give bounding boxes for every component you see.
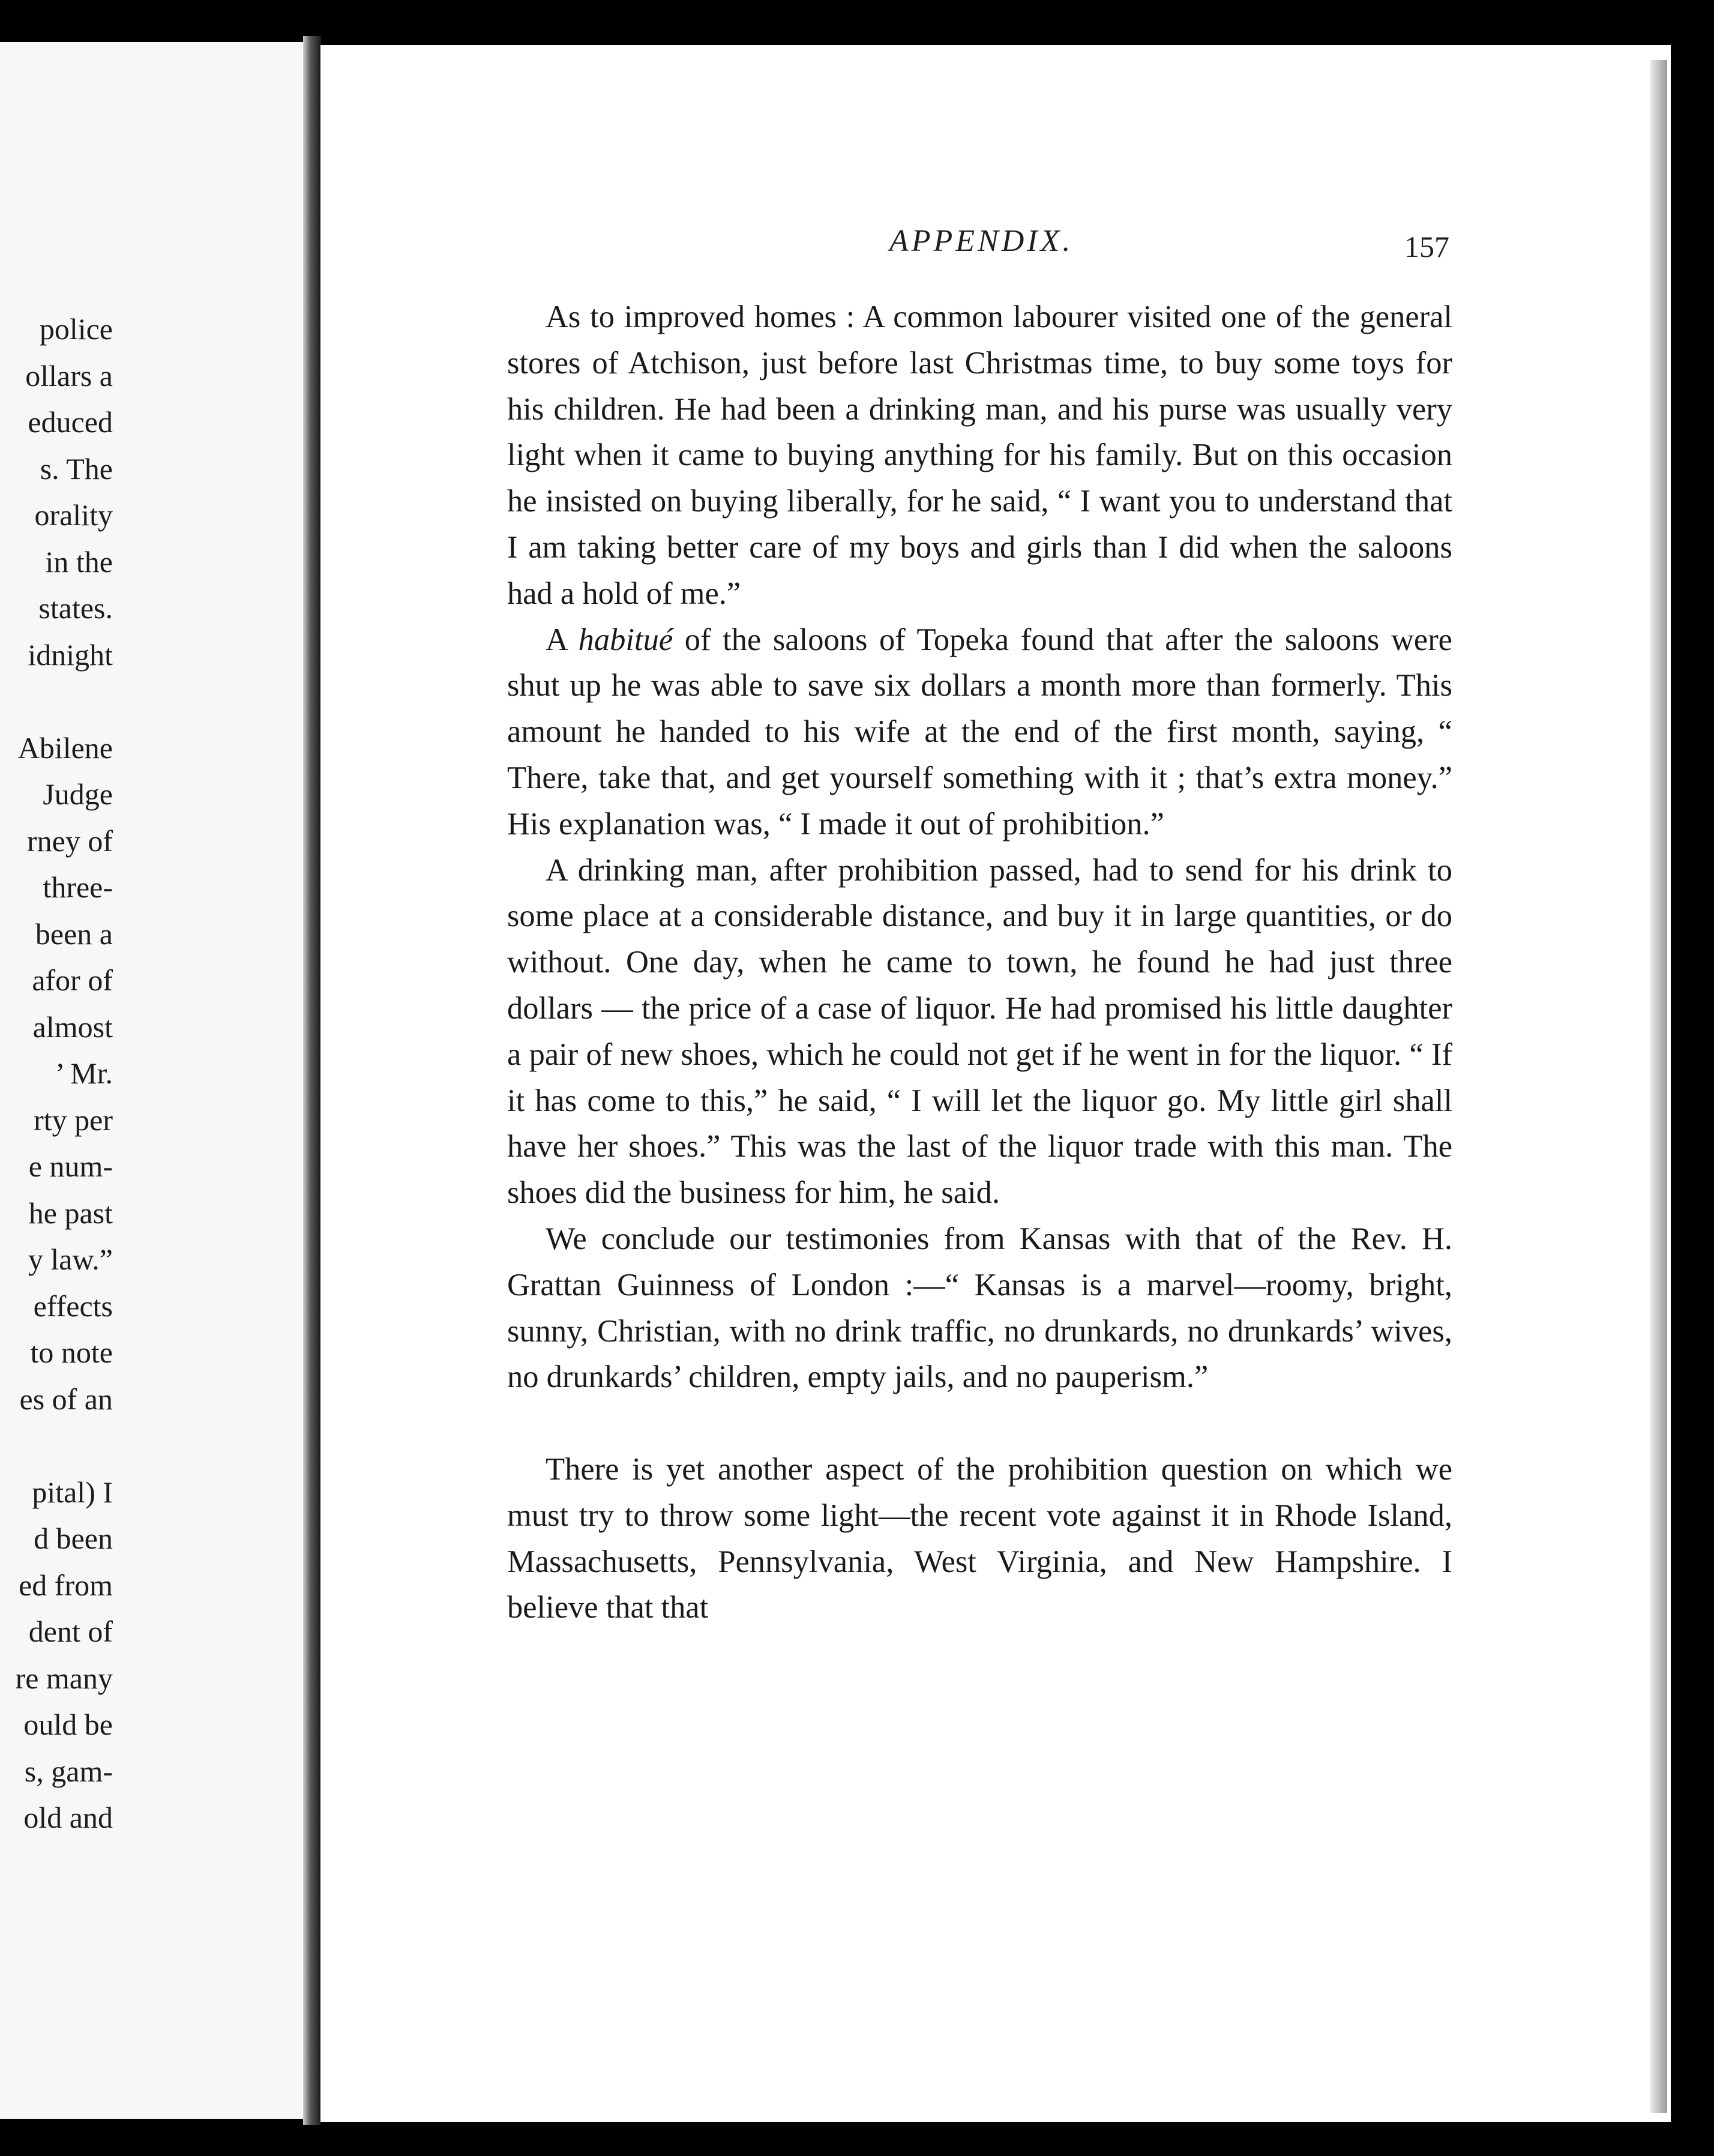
paragraph-kansas-testimony: We conclude our testimonies from Kansas with that of the Rev. H. Grattan Guinness of London :—“ Kansas is a marvel—roomy, bright, sunny, Christian, with no drink traffic, no drunkards, no drunkards’ wives, no drunkards’ children, empty jails, and no pauperism.” bbox=[507, 1221, 1452, 1395]
left-line: been a bbox=[35, 917, 113, 951]
left-line bbox=[0, 678, 113, 725]
left-line: ollars a bbox=[25, 358, 113, 393]
left-line: dent of bbox=[28, 1615, 113, 1648]
left-line: police bbox=[39, 312, 113, 346]
left-line: es of an bbox=[19, 1382, 113, 1416]
page-edge bbox=[1650, 60, 1667, 2113]
left-line: s. The bbox=[40, 451, 113, 486]
left-line: almost bbox=[32, 1010, 113, 1044]
running-head: APPENDIX. bbox=[889, 224, 1074, 258]
left-line: Judge bbox=[43, 777, 113, 811]
page-body bbox=[507, 294, 1452, 1631]
left-line: Abilene bbox=[17, 730, 113, 765]
paragraph-improved-homes: As to improved homes : A common labourer visited one of the general stores of Atchison, just before last Christmas time, to buy some toys for his children. He had been a drinking man, and his purse was usually very light when it came to buying anything for his family. But on this occasion he insisted on buying liberally, for he said, “ I want you to understand that I am taking better care of my boys and girls than I did when the saloons had a hold of me.” bbox=[507, 300, 1452, 611]
left-line: pital) I bbox=[32, 1475, 113, 1509]
left-line: afor of bbox=[32, 963, 113, 997]
left-line: ’ Mr. bbox=[55, 1056, 113, 1090]
paragraph-habitue-topeka bbox=[507, 617, 1452, 848]
italic-word: habitué bbox=[578, 622, 673, 657]
left-line: idnight bbox=[28, 637, 113, 672]
left-line: ed from bbox=[19, 1568, 113, 1602]
page-number: 157 bbox=[1404, 230, 1449, 263]
left-line: rney of bbox=[27, 824, 113, 858]
left-line: orality bbox=[34, 498, 113, 532]
left-page-text bbox=[0, 306, 113, 1841]
paragraph-text: A bbox=[546, 622, 579, 657]
left-line: d been bbox=[34, 1522, 113, 1555]
paragraph-text: of the saloons of Topeka found that after the saloons were shut up he was able to save six dollars a month more than formerly. This amount he handed to his wife at the end of the first month, saying, “ There, take that, and get yourself something with it ; that’s extra money.” His explanation was, “ I made it out of prohibition.” bbox=[507, 622, 1452, 842]
left-line: e num- bbox=[28, 1149, 113, 1183]
left-line: old and bbox=[23, 1801, 113, 1834]
left-line: re many bbox=[15, 1661, 113, 1695]
left-line: rty per bbox=[34, 1103, 113, 1137]
paragraph-drinking-man: A drinking man, after prohibition passed, had to send for his drink to some place at a considerable distance, and buy it in large quantities, or do without. One day, when he came to town, he found he had just three dollars — the price of a case of liquor. He had promised his little daughter a pair of new shoes, which he could not get if he went in for the liquor. “ If it has come to this,” he said, “ I will let the liquor go. My little girl shall have her shoes.” This was the last of the liquor trade with this man. The shoes did the business for him, he said. bbox=[507, 852, 1452, 1211]
left-line: he past bbox=[28, 1196, 113, 1230]
left-line: s, gam- bbox=[24, 1754, 113, 1788]
left-line: to note bbox=[30, 1335, 113, 1369]
left-line: y law.” bbox=[28, 1242, 113, 1276]
left-line: ould be bbox=[23, 1708, 113, 1741]
left-line: states. bbox=[38, 591, 113, 625]
left-line bbox=[0, 1423, 113, 1469]
left-line: in the bbox=[45, 544, 113, 579]
left-line: three- bbox=[43, 870, 113, 904]
paragraph-recent-vote: There is yet another aspect of the prohibition question on which we must try to throw some light—the recent vote against it in Rhode Island, Massachusetts, Pennsylvania, West Virginia, and New Hampshire. I believe that that bbox=[507, 1451, 1452, 1625]
left-line: effects bbox=[33, 1289, 113, 1323]
left-page-fragment bbox=[0, 42, 306, 2119]
left-line: educed bbox=[28, 405, 113, 439]
